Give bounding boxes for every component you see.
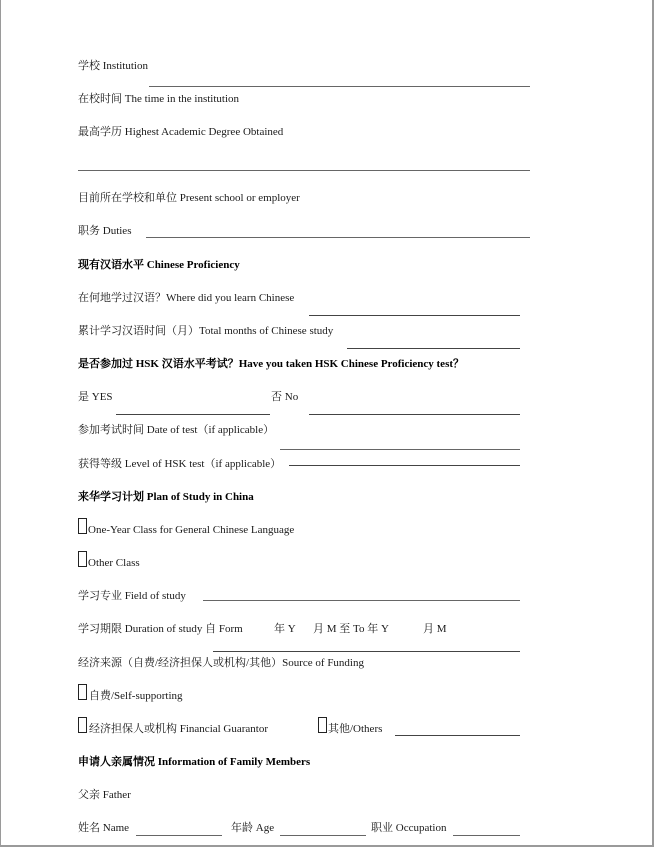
hsk-question: 是否参加过 HSK 汉语水平考试？Have you taken HSK Chinese Proficiency test？ — [78, 358, 465, 370]
other-class-label: Other Class — [88, 557, 140, 569]
duration-to-month: 月 M — [423, 623, 447, 635]
source-funding-label: 经济来源（自费/经济担保人或机构/其他）Source of Funding — [78, 657, 364, 669]
section-chinese-proficiency: 现有汉语水平 Chinese Proficiency — [78, 259, 240, 271]
one-year-class-checkbox[interactable] — [78, 518, 87, 534]
others-input-line[interactable] — [395, 735, 520, 736]
total-months-label: 累计学习汉语时间（月）Total months of Chinese study — [78, 325, 334, 337]
field-of-study-label: 学习专业 Field of study — [78, 590, 186, 602]
field-of-study-input-line[interactable] — [203, 600, 520, 601]
no-label: 否 No — [271, 391, 299, 403]
level-of-hsk-label: 获得等级 Level of HSK test（if applicable） — [78, 458, 282, 470]
where-learn-input-line[interactable] — [309, 315, 520, 316]
duration-input-line[interactable] — [213, 651, 520, 652]
duration-label: 学习期限 Duration of study 自 Form — [78, 623, 243, 635]
duties-label: 职务 Duties — [78, 225, 132, 237]
no-input-line[interactable] — [309, 414, 520, 415]
others-label: 其他/Others — [328, 723, 383, 735]
section-plan-of-study: 来华学习计划 Plan of Study in China — [78, 491, 254, 503]
date-of-test-input-line[interactable] — [280, 449, 520, 450]
level-of-hsk-input-line[interactable] — [289, 465, 520, 466]
father-name-label: 姓名 Name — [78, 822, 130, 834]
highest-degree-label: 最高学历 Highest Academic Degree Obtained — [78, 126, 284, 138]
father-occupation-label: 职业 Occupation — [371, 822, 447, 834]
financial-guarantor-checkbox[interactable] — [78, 717, 87, 733]
institution-input-line[interactable] — [149, 86, 530, 87]
father-age-input-line[interactable] — [280, 835, 366, 836]
others-checkbox[interactable] — [318, 717, 327, 733]
yes-input-line[interactable] — [116, 414, 270, 415]
time-in-institution-label: 在校时间 The time in the institution — [78, 93, 240, 105]
present-school-label: 目前所在学校和单位 Present school or employer — [78, 192, 300, 204]
duration-from-month-to-year: 月 M 至 To 年 Y — [313, 623, 389, 635]
duties-input-line[interactable] — [146, 237, 530, 238]
yes-label: 是 YES — [78, 391, 113, 403]
self-supporting-checkbox[interactable] — [78, 684, 87, 700]
duration-from-year: 年 Y — [274, 623, 296, 635]
father-name-input-line[interactable] — [136, 835, 222, 836]
institution-label: 学校 Institution — [78, 60, 148, 72]
self-supporting-label: 自费/Self-supporting — [89, 690, 183, 702]
other-class-checkbox[interactable] — [78, 551, 87, 567]
father-occupation-input-line[interactable] — [453, 835, 520, 836]
highest-degree-input-line[interactable] — [78, 170, 530, 171]
total-months-input-line[interactable] — [347, 348, 520, 349]
financial-guarantor-label: 经济担保人或机构 Financial Guarantor — [89, 723, 269, 735]
where-learn-label: 在何地学过汉语？Where did you learn Chinese — [78, 292, 295, 304]
father-label: 父亲 Father — [78, 789, 131, 801]
father-age-label: 年龄 Age — [231, 822, 275, 834]
section-family-members: 申请人亲属情况 Information of Family Members — [78, 756, 311, 768]
one-year-class-label: One-Year Class for General Chinese Language — [88, 524, 295, 536]
date-of-test-label: 参加考试时间 Date of test（if applicable） — [78, 424, 275, 436]
